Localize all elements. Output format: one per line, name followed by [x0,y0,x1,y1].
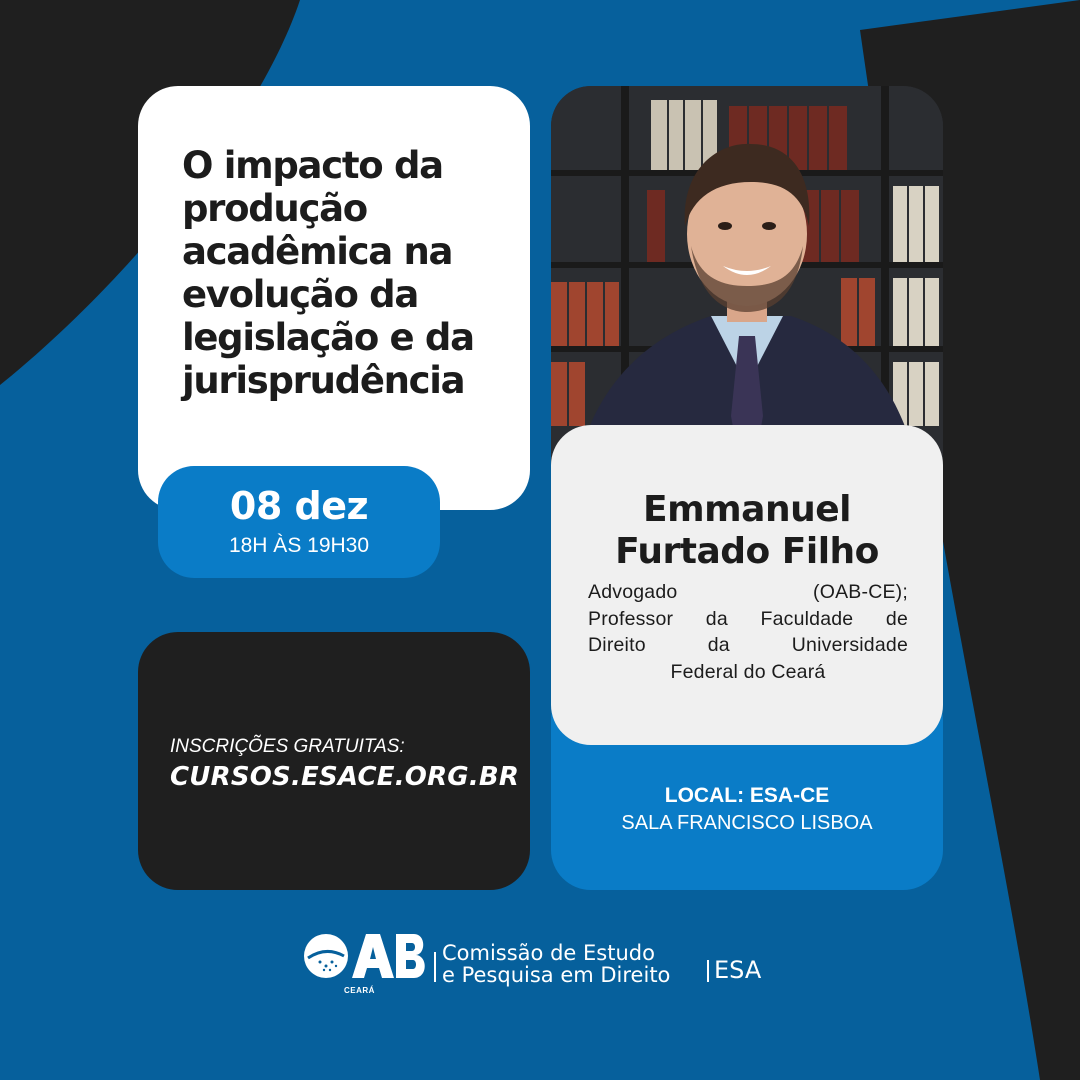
location-room: SALA FRANCISCO LISBOA [621,812,873,834]
commission-name [442,942,670,986]
logo-subtitle: CEARÁ [344,986,375,995]
footer-divider [707,960,709,982]
speaker-name [551,489,943,573]
speaker-card [551,425,943,745]
event-date: 08 dez [229,484,369,528]
speaker-desc-line: Professor da Faculdade de [588,607,908,630]
event-title: O impacto da produção acadêmica na evolução da legislação e da jurisprudência [182,144,474,402]
footer-divider [434,952,436,982]
registration-card [138,632,530,890]
speaker-description [588,579,908,685]
speaker-name-line2: Furtado Filho [615,531,879,572]
footer [300,928,800,1008]
location-title: LOCAL: ESA-CE [664,784,830,807]
speaker-desc-line: Advogado (OAB-CE); [588,581,908,603]
esa-label: ESA [714,956,762,984]
registration-url[interactable]: CURSOS.ESACE.ORG.BR [170,762,520,792]
date-badge [158,466,440,578]
speaker-desc-line: Direito da Universidade [588,634,908,656]
speaker-desc-line: Federal do Ceará [670,660,826,683]
commission-line1: Comissão de Estudo [442,941,655,965]
speaker-name-line1: Emmanuel [643,489,851,530]
registration-label: INSCRIÇÕES GRATUITAS: [170,736,405,757]
event-time: 18H ÀS 19H30 [228,534,370,557]
title-card [138,86,530,510]
commission-line2: e Pesquisa em Direito [442,963,671,987]
